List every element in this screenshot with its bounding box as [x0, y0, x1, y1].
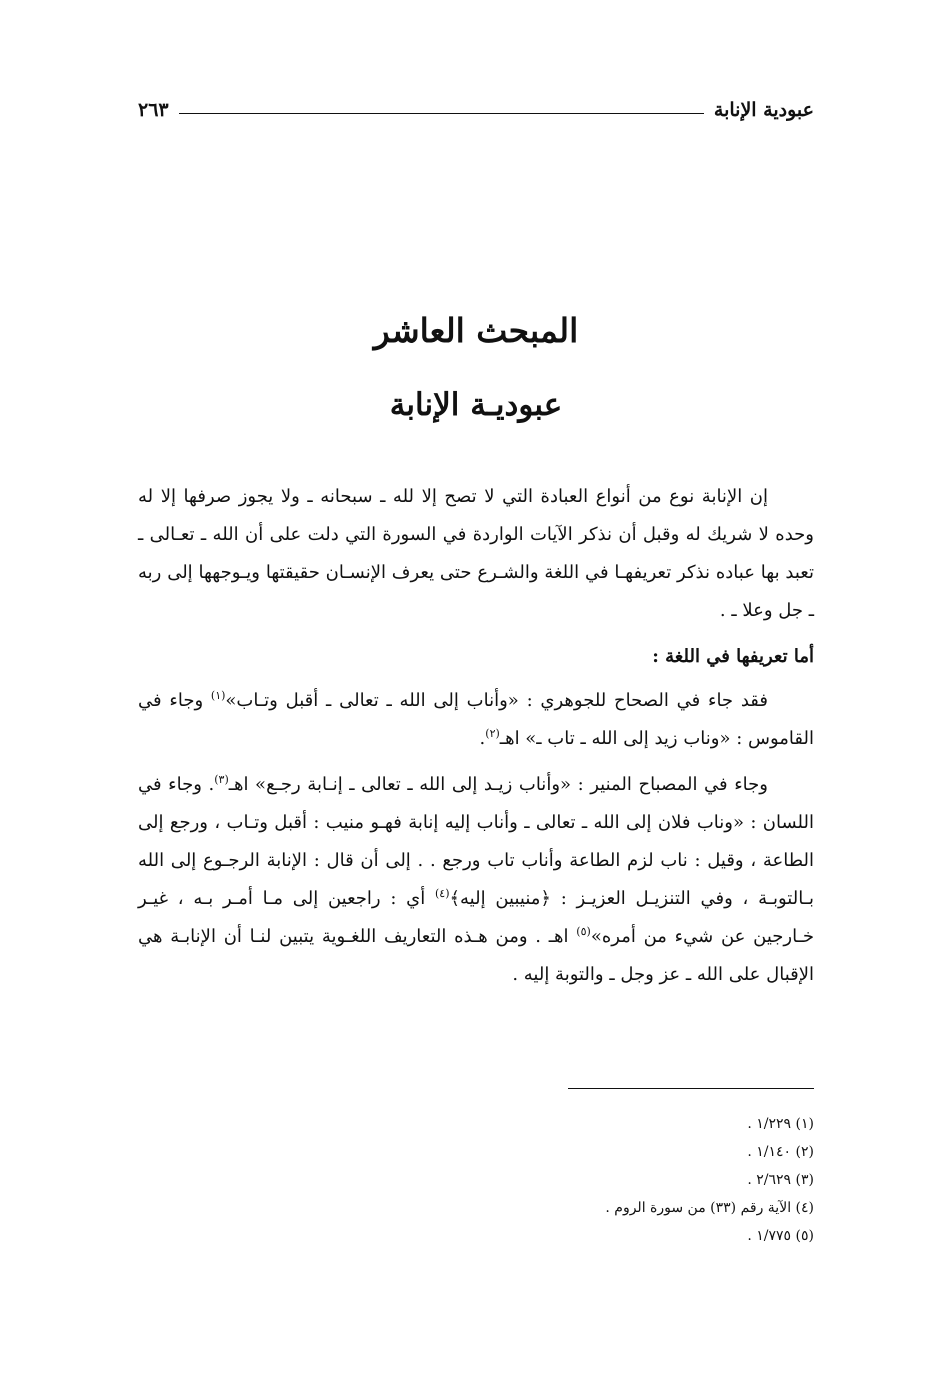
paragraph-sihah — [138, 682, 814, 758]
paragraph-misbah-text-3: أي : راجعين إلى مـا أمـر بـه ، غيـر خـارجين عن شيء من أمره» — [138, 888, 815, 947]
footnotes — [138, 1110, 814, 1250]
subheading-language-definition: أما تعريفها في اللغة : — [652, 646, 814, 667]
paragraph-sihah-text-2: وجاء في القاموس : «وناب زيد إلى الله ـ تاب ـ» اهـ — [138, 690, 814, 749]
page-number: ٢٦٣ — [138, 99, 169, 121]
chapter-title: المبحث العاشر — [373, 311, 579, 350]
paragraph-sihah-end: . — [479, 728, 486, 749]
paragraph-misbah-text-4: اهـ . ومن هـذه التعاريف اللغـوية يتبين لنـا أن الإنابـة هي الإقبال على الله ـ عز وجل ـ والتوبة إليه . — [138, 926, 814, 985]
paragraph-misbah — [138, 766, 814, 994]
header-rule — [179, 113, 704, 114]
paragraph-intro: إن الإنابة نوع من أنواع العبادة التي لا تصح إلا لله ـ سبحانه ـ ولا يجوز صرفها إلا له وحده لا شريك له وقبل أن نذكر الآيات الواردة في السورة التي دلت على أن الله ـ تعـالى ـ تعبد بها عباده نذكر تعريفهـا في اللغة والشـرع حتى يعرف الإنسـان حقيقتها ويـوجهها إلى ربه ـ جل وعلا ـ . — [138, 486, 814, 621]
section-title: عبوديـة الإنابة — [389, 387, 563, 423]
footnote-ref-5: (٥) — [576, 925, 591, 938]
running-header — [138, 96, 814, 124]
paragraph-misbah-text-2: . وجاء في اللسان : «وناب فلان إلى الله ـ تعالى ـ وأناب إليه إنابة فهـو منيب : أقبل وتـاب ، ورجع إلى الطاعة ، وقيل : ناب لزم الطاعة وأناب تاب ورجع . . إلى أن قال : الإنابة الرجـوع إلى الله بـالتوبـة ، وفي التنزيـل العزيـز : ﴿منيبين إليه﴾ — [138, 774, 814, 909]
footnote-separator — [568, 1088, 814, 1089]
paragraph-misbah-text: وجاء في المصباح المنير : «وأناب زيـد إلى الله ـ تعالى ـ إنـابة رجـع» اهـ — [228, 774, 768, 795]
footnote-3: (٣) ٢/٦٢٩ . — [747, 1172, 814, 1188]
footnote-ref-1: (١) — [210, 689, 226, 702]
footnote-ref-3: (٣) — [214, 773, 229, 786]
footnote-ref-2: (٢) — [485, 727, 500, 740]
footnote-5: (٥) ١/٧٧٥ . — [747, 1228, 814, 1244]
footnote-ref-4: (٤) — [434, 887, 450, 900]
footnote-2: (٢) ١/١٤٠ . — [747, 1144, 814, 1160]
running-header-title: عبودية الإنابة — [713, 99, 814, 121]
footnote-1: (١) ١/٢٢٩ . — [747, 1116, 814, 1132]
paragraph-sihah-text: فقد جاء في الصحاح للجوهري : «وأناب إلى الله ـ تعالى ـ أقبل وتـاب» — [225, 690, 768, 711]
body-text — [138, 478, 814, 1002]
footnote-4: (٤) الآية رقم (٣٣) من سورة الروم . — [605, 1200, 814, 1216]
